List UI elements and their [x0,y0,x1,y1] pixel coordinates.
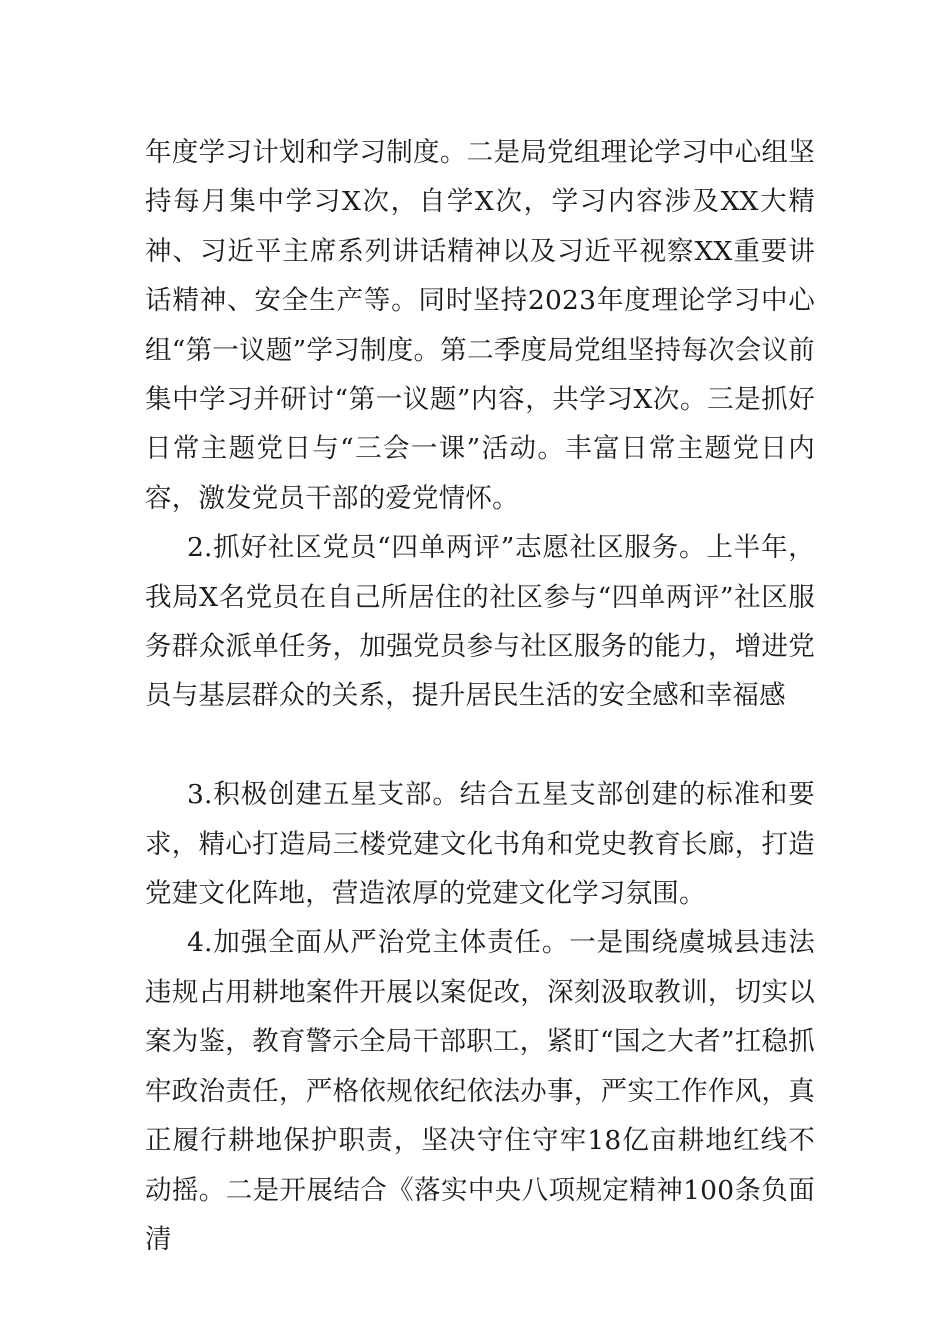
paragraph-item-2: 2.抓好社区党员“四单两评”志愿社区服务。上半年，我局X名党员在自己所居住的社区参与“四单两评”社区服务群众派单任务，加强党员参与社区服务的能力，增进党员与基层群众的关系，提升居民生活的安全感和幸福感 [145,532,815,712]
paragraph-item-4: 4.加强全面从严治党主体责任。一是围绕虞城县违法违规占用耕地案件开展以案促改，深刻汲取教训，切实以案为鉴，教育警示全局干部职工，紧盯“国之大者”扛稳抓牢政治责任，严格依规依纪依法办事，严实工作作风，真正履行耕地保护职责，坚决守住守牢18亿亩耕地红线不动摇。二是开展结合《落实中央八项规定精神100条负面清 [145,927,815,1255]
document-body [145,128,815,1264]
paragraph-continuation: 年度学习计划和学习制度。二是局党组理论学习中心组坚持每月集中学习X次，自学X次，学习内容涉及XX大精神、习近平主席系列讲话精神以及习近平视察XX重要讲话精神、安全生产等。同时坚持2023年度理论学习中心组“第一议题”学习制度。第二季度局党组坚持每次会议前集中学习并研讨“第一议题”内容，共学习X次。三是抓好日常主题党日与“三会一课”活动。丰富日常主题党日内容，激发党员干部的爱党情怀。 [145,137,815,514]
paragraph-item-3: 3.积极创建五星支部。结合五星支部创建的标准和要求，精心打造局三楼党建文化书角和党史教育长廊，打造党建文化阵地，营造浓厚的党建文化学习氛围。 [145,779,815,910]
paragraph-gap [145,721,815,770]
